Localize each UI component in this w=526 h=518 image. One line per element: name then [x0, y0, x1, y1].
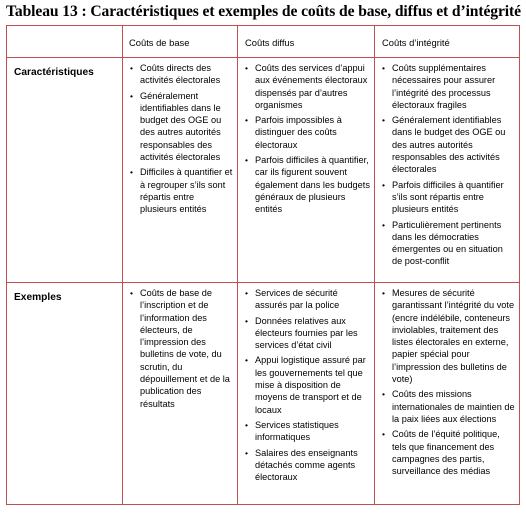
- list-item: • Services statistiques informatiques: [255, 419, 370, 444]
- list-item: • Parfois impossibles à distinguer des coûts électoraux: [255, 114, 370, 151]
- bullet-list: [123, 58, 237, 216]
- list-item: • Généralement identifiables dans le budget des OGE ou des autres autorités responsables des activités électorales: [392, 114, 515, 175]
- list-item: • Appui logistique assuré par les gouvernements tel que mise à disposition de moyens de transport et de locaux: [255, 354, 370, 415]
- list-item: • Coûts des services d’appui aux événements électoraux dispensés par d’autres organismes: [255, 62, 370, 111]
- row-label-cell: [7, 283, 123, 505]
- list-item: • Difficiles à quantifier et à regrouper s’ils sont répartis entre plusieurs entités: [140, 166, 233, 215]
- list-item: • Mesures de sécurité garantissant l’intégrité du vote (encre indélébile, conteneurs inviolables, traitement des listes électorales en externe, papier spécial pour l’impression des bulletins de vote): [392, 287, 515, 385]
- table-cell: [123, 58, 238, 283]
- list-item: • Particulièrement pertinents dans les démocraties émergentes ou en situation de post-conflit: [392, 219, 515, 268]
- header-diffuse-costs: Coûts diffus: [238, 26, 375, 58]
- table-cell: [238, 58, 375, 283]
- bullet-list: [375, 58, 519, 268]
- row-label-cell: [7, 58, 123, 283]
- list-item: • Coûts de base de l’inscription et de l’information des électeurs, de l’impression des bulletins de vote, du scrutin, du dépouillement et de la publication des résultats: [140, 287, 233, 410]
- bullet-list: [375, 283, 519, 477]
- list-item: • Coûts directs des activités électorales: [140, 62, 233, 87]
- list-item: • Parfois difficiles à quantifier s’ils sont répartis entre plusieurs entités: [392, 179, 515, 216]
- table-title: Tableau 13 : Caractéristiques et exemples de coûts de base, diffus et d’intégrité: [6, 3, 521, 20]
- list-item: • Parfois difficiles à quantifier, car ils figurent souvent également dans les budgets généraux de plusieurs entités: [255, 154, 370, 215]
- bullet-list: [238, 58, 374, 216]
- table-cell: [375, 58, 520, 283]
- header-corner: [7, 26, 123, 58]
- table-row: [7, 283, 520, 505]
- table-cell: [238, 283, 375, 505]
- costs-table: [6, 25, 520, 505]
- row-label: Exemples: [14, 292, 62, 303]
- list-item: • Services de sécurité assurés par la police: [255, 287, 370, 312]
- list-item: • Salaires des enseignants détachés comme agents électoraux: [255, 447, 370, 484]
- list-item: • Coûts de l’équité politique, tels que financement des campagnes des partis, surveillance des médias: [392, 428, 515, 477]
- list-item: • Coûts des missions internationales de maintien de la paix liées aux élections: [392, 388, 515, 425]
- list-item: • Données relatives aux électeurs fournies par les services d’état civil: [255, 315, 370, 352]
- bullet-list: [123, 283, 237, 410]
- list-item: • Coûts supplémentaires nécessaires pour assurer l’intégrité des processus électoraux fragiles: [392, 62, 515, 111]
- list-item: • Généralement identifiables dans le budget des OGE ou des autres autorités responsables des activités électorales: [140, 90, 233, 164]
- table-row: [7, 58, 520, 283]
- bullet-list: [238, 283, 374, 483]
- row-label: Caractéristiques: [14, 67, 94, 78]
- header-integrity-costs: Coûts d’intégrité: [375, 26, 520, 58]
- header-row: [7, 26, 520, 58]
- table-cell: [375, 283, 520, 505]
- header-base-costs: Coûts de base: [123, 26, 238, 58]
- table-cell: [123, 283, 238, 505]
